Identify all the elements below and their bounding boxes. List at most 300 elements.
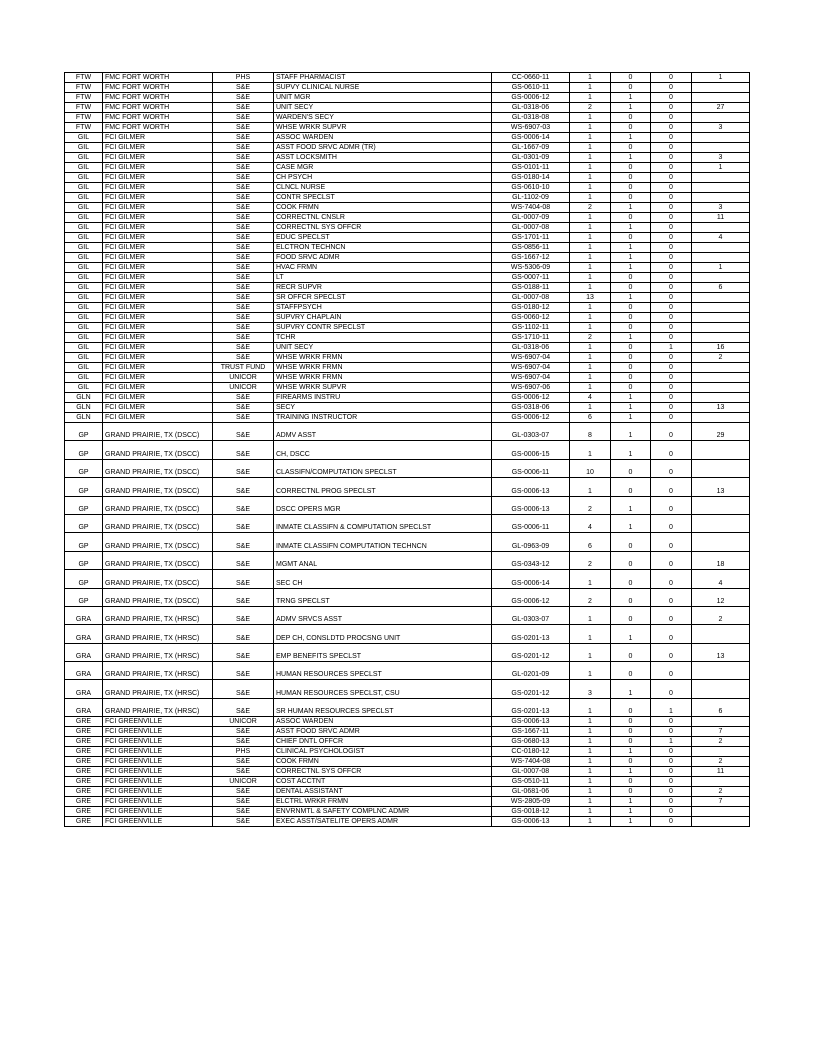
count-c-cell: 0 <box>651 423 692 441</box>
total-cell <box>692 625 750 643</box>
table-row <box>65 93 750 103</box>
location-code-cell: GLN <box>65 393 103 403</box>
grade-cell: GS-0006-11 <box>492 459 570 477</box>
count-b-cell: 1 <box>611 263 651 273</box>
institution-cell: FCI GILMER <box>103 403 213 413</box>
fund-cell: S&E <box>213 413 274 423</box>
count-a-cell: 2 <box>570 496 611 514</box>
institution-cell: FCI GREENVILLE <box>103 717 213 727</box>
position-title-cell: WHSE WRKR SUPVR <box>274 383 492 393</box>
total-cell: 4 <box>692 233 750 243</box>
institution-cell: GRAND PRAIRIE, TX (DSCC) <box>103 459 213 477</box>
fund-cell: S&E <box>213 496 274 514</box>
institution-cell: GRAND PRAIRIE, TX (DSCC) <box>103 423 213 441</box>
fund-cell: S&E <box>213 153 274 163</box>
fund-cell: S&E <box>213 103 274 113</box>
count-c-cell: 0 <box>651 413 692 423</box>
grade-cell: WS-6907-04 <box>492 363 570 373</box>
location-code-cell: GRA <box>65 606 103 624</box>
count-c-cell: 0 <box>651 787 692 797</box>
institution-cell: FCI GREENVILLE <box>103 787 213 797</box>
institution-cell: FCI GREENVILLE <box>103 747 213 757</box>
count-b-cell: 0 <box>611 570 651 588</box>
count-b-cell: 0 <box>611 777 651 787</box>
table-row <box>65 333 750 343</box>
institution-cell: GRAND PRAIRIE, TX (HRSC) <box>103 606 213 624</box>
count-a-cell: 1 <box>570 253 611 263</box>
count-b-cell: 0 <box>611 273 651 283</box>
grade-cell: GS-0610-10 <box>492 183 570 193</box>
grade-cell: GS-0201-13 <box>492 698 570 716</box>
grade-cell: GS-0006-15 <box>492 441 570 459</box>
count-a-cell: 10 <box>570 459 611 477</box>
institution-cell: FCI GILMER <box>103 383 213 393</box>
location-code-cell: GRE <box>65 797 103 807</box>
count-b-cell: 0 <box>611 143 651 153</box>
fund-cell: S&E <box>213 263 274 273</box>
count-c-cell: 0 <box>651 243 692 253</box>
fund-cell: S&E <box>213 123 274 133</box>
count-b-cell: 0 <box>611 643 651 661</box>
total-cell: 7 <box>692 797 750 807</box>
count-c-cell: 0 <box>651 757 692 767</box>
institution-cell: FCI GREENVILLE <box>103 807 213 817</box>
location-code-cell: GRE <box>65 777 103 787</box>
count-b-cell: 0 <box>611 383 651 393</box>
location-code-cell: GP <box>65 551 103 569</box>
table-row <box>65 588 750 606</box>
location-code-cell: FTW <box>65 83 103 93</box>
position-title-cell: RECR SUPVR <box>274 283 492 293</box>
location-code-cell: GRE <box>65 807 103 817</box>
fund-cell: S&E <box>213 343 274 353</box>
count-b-cell: 0 <box>611 727 651 737</box>
count-a-cell: 1 <box>570 163 611 173</box>
institution-cell: FCI GILMER <box>103 283 213 293</box>
table-row <box>65 123 750 133</box>
count-b-cell: 0 <box>611 193 651 203</box>
total-cell <box>692 143 750 153</box>
count-c-cell: 0 <box>651 478 692 496</box>
fund-cell: S&E <box>213 680 274 698</box>
institution-cell: GRAND PRAIRIE, TX (HRSC) <box>103 625 213 643</box>
table-row <box>65 243 750 253</box>
count-b-cell: 1 <box>611 767 651 777</box>
position-title-cell: DENTAL ASSISTANT <box>274 787 492 797</box>
count-c-cell: 0 <box>651 223 692 233</box>
location-code-cell: GIL <box>65 253 103 263</box>
table-row <box>65 83 750 93</box>
grade-cell: WS-7404-08 <box>492 757 570 767</box>
grade-cell: GS-0006-13 <box>492 478 570 496</box>
fund-cell: S&E <box>213 213 274 223</box>
fund-cell: S&E <box>213 459 274 477</box>
count-a-cell: 1 <box>570 273 611 283</box>
position-title-cell: CORRECTNL SYS OFFCR <box>274 223 492 233</box>
institution-cell: FCI GILMER <box>103 333 213 343</box>
location-code-cell: GIL <box>65 163 103 173</box>
grade-cell: GS-0006-11 <box>492 514 570 532</box>
grade-cell: WS-6907-03 <box>492 123 570 133</box>
fund-cell: S&E <box>213 333 274 343</box>
total-cell <box>692 363 750 373</box>
count-a-cell: 1 <box>570 213 611 223</box>
institution-cell: FCI GILMER <box>103 173 213 183</box>
institution-cell: GRAND PRAIRIE, TX (HRSC) <box>103 662 213 680</box>
position-title-cell: CHIEF DNTL OFFCR <box>274 737 492 747</box>
total-cell: 2 <box>692 757 750 767</box>
position-title-cell: WARDEN'S SECY <box>274 113 492 123</box>
grade-cell: GS-0006-13 <box>492 817 570 827</box>
count-b-cell: 1 <box>611 153 651 163</box>
fund-cell: UNICOR <box>213 373 274 383</box>
count-a-cell: 1 <box>570 143 611 153</box>
count-a-cell: 1 <box>570 343 611 353</box>
count-c-cell: 0 <box>651 459 692 477</box>
fund-cell: S&E <box>213 403 274 413</box>
count-a-cell: 1 <box>570 353 611 363</box>
total-cell: 2 <box>692 737 750 747</box>
total-cell <box>692 373 750 383</box>
position-title-cell: ASSOC WARDEN <box>274 717 492 727</box>
location-code-cell: GIL <box>65 223 103 233</box>
total-cell <box>692 441 750 459</box>
table-row <box>65 253 750 263</box>
position-title-cell: WHSE WRKR FRMN <box>274 363 492 373</box>
grade-cell: GS-0060-12 <box>492 313 570 323</box>
position-title-cell: ENVRNMTL & SAFETY COMPLNC ADMR <box>274 807 492 817</box>
location-code-cell: GRE <box>65 737 103 747</box>
fund-cell: S&E <box>213 606 274 624</box>
count-b-cell: 1 <box>611 514 651 532</box>
count-b-cell: 1 <box>611 203 651 213</box>
fund-cell: S&E <box>213 698 274 716</box>
fund-cell: S&E <box>213 273 274 283</box>
count-b-cell: 1 <box>611 103 651 113</box>
total-cell <box>692 133 750 143</box>
institution-cell: FCI GILMER <box>103 183 213 193</box>
grade-cell: GS-0180-12 <box>492 303 570 313</box>
grade-cell: WS-2805-09 <box>492 797 570 807</box>
total-cell <box>692 413 750 423</box>
location-code-cell: GIL <box>65 193 103 203</box>
count-a-cell: 1 <box>570 643 611 661</box>
table-row <box>65 363 750 373</box>
count-b-cell: 1 <box>611 625 651 643</box>
count-a-cell: 1 <box>570 73 611 83</box>
fund-cell: S&E <box>213 193 274 203</box>
institution-cell: FCI GILMER <box>103 373 213 383</box>
location-code-cell: GIL <box>65 323 103 333</box>
fund-cell: S&E <box>213 570 274 588</box>
table-row <box>65 133 750 143</box>
grade-cell: GL-0201-09 <box>492 662 570 680</box>
table-row <box>65 203 750 213</box>
location-code-cell: GP <box>65 423 103 441</box>
count-c-cell: 0 <box>651 441 692 459</box>
fund-cell: S&E <box>213 173 274 183</box>
fund-cell: S&E <box>213 441 274 459</box>
grade-cell: GS-1710-11 <box>492 333 570 343</box>
total-cell <box>692 393 750 403</box>
count-c-cell: 0 <box>651 777 692 787</box>
total-cell <box>692 747 750 757</box>
count-b-cell: 0 <box>611 233 651 243</box>
table-row <box>65 263 750 273</box>
fund-cell: S&E <box>213 233 274 243</box>
institution-cell: GRAND PRAIRIE, TX (DSCC) <box>103 570 213 588</box>
location-code-cell: GIL <box>65 303 103 313</box>
institution-cell: FCI GILMER <box>103 353 213 363</box>
count-c-cell: 0 <box>651 193 692 203</box>
fund-cell: S&E <box>213 163 274 173</box>
fund-cell: S&E <box>213 807 274 817</box>
total-cell: 18 <box>692 551 750 569</box>
table-row <box>65 643 750 661</box>
position-title-cell: SEC CH <box>274 570 492 588</box>
total-cell: 7 <box>692 727 750 737</box>
position-title-cell: ASST FOOD SRVC ADMR <box>274 727 492 737</box>
institution-cell: GRAND PRAIRIE, TX (HRSC) <box>103 698 213 716</box>
count-a-cell: 3 <box>570 680 611 698</box>
count-a-cell: 8 <box>570 423 611 441</box>
fund-cell: S&E <box>213 133 274 143</box>
grade-cell: GS-0006-12 <box>492 413 570 423</box>
grade-cell: GS-1667-12 <box>492 253 570 263</box>
count-c-cell: 0 <box>651 323 692 333</box>
position-title-cell: EMP BENEFITS SPECLST <box>274 643 492 661</box>
position-title-cell: WHSE WRKR SUPVR <box>274 123 492 133</box>
count-a-cell: 1 <box>570 767 611 777</box>
total-cell: 3 <box>692 123 750 133</box>
total-cell <box>692 83 750 93</box>
institution-cell: FCI GREENVILLE <box>103 757 213 767</box>
count-c-cell: 0 <box>651 213 692 223</box>
table-row <box>65 403 750 413</box>
position-title-cell: COOK FRMN <box>274 757 492 767</box>
fund-cell: UNICOR <box>213 717 274 727</box>
count-c-cell: 0 <box>651 767 692 777</box>
table-row <box>65 153 750 163</box>
count-b-cell: 0 <box>611 303 651 313</box>
count-b-cell: 1 <box>611 747 651 757</box>
total-cell: 1 <box>692 263 750 273</box>
grade-cell: WS-7404-08 <box>492 203 570 213</box>
fund-cell: TRUST FUND <box>213 363 274 373</box>
position-title-cell: EDUC SPECLST <box>274 233 492 243</box>
institution-cell: FCI GREENVILLE <box>103 797 213 807</box>
institution-cell: FCI GILMER <box>103 133 213 143</box>
count-b-cell: 0 <box>611 353 651 363</box>
location-code-cell: GIL <box>65 153 103 163</box>
total-cell <box>692 383 750 393</box>
count-b-cell: 1 <box>611 680 651 698</box>
location-code-cell: GLN <box>65 403 103 413</box>
grade-cell: GS-0006-14 <box>492 133 570 143</box>
grade-cell: GS-0856-11 <box>492 243 570 253</box>
location-code-cell: GRE <box>65 727 103 737</box>
institution-cell: FCI GILMER <box>103 273 213 283</box>
total-cell: 13 <box>692 403 750 413</box>
fund-cell: S&E <box>213 93 274 103</box>
count-c-cell: 0 <box>651 797 692 807</box>
count-c-cell: 0 <box>651 588 692 606</box>
location-code-cell: GRE <box>65 767 103 777</box>
fund-cell: S&E <box>213 423 274 441</box>
institution-cell: FCI GILMER <box>103 393 213 403</box>
table-row <box>65 303 750 313</box>
count-a-cell: 1 <box>570 787 611 797</box>
total-cell: 6 <box>692 698 750 716</box>
grade-cell: GL-0318-08 <box>492 113 570 123</box>
total-cell: 1 <box>692 163 750 173</box>
count-c-cell: 0 <box>651 643 692 661</box>
location-code-cell: GIL <box>65 343 103 353</box>
total-cell <box>692 113 750 123</box>
institution-cell: FCI GILMER <box>103 343 213 353</box>
count-c-cell: 0 <box>651 807 692 817</box>
count-a-cell: 1 <box>570 93 611 103</box>
position-title-cell: CORRECTNL SYS OFFCR <box>274 767 492 777</box>
table-row <box>65 797 750 807</box>
table-row <box>65 533 750 551</box>
total-cell <box>692 183 750 193</box>
location-code-cell: GRE <box>65 787 103 797</box>
position-title-cell: INMATE CLASSIFN & COMPUTATION SPECLST <box>274 514 492 532</box>
total-cell <box>692 243 750 253</box>
grade-cell: GS-0006-14 <box>492 570 570 588</box>
grade-cell: GL-0007-08 <box>492 293 570 303</box>
table-row <box>65 478 750 496</box>
count-b-cell: 0 <box>611 363 651 373</box>
fund-cell: S&E <box>213 183 274 193</box>
fund-cell: PHS <box>213 747 274 757</box>
count-c-cell: 0 <box>651 353 692 363</box>
count-b-cell: 0 <box>611 343 651 353</box>
count-b-cell: 1 <box>611 496 651 514</box>
fund-cell: S&E <box>213 353 274 363</box>
count-b-cell: 0 <box>611 478 651 496</box>
total-cell: 2 <box>692 787 750 797</box>
count-c-cell: 0 <box>651 496 692 514</box>
position-title-cell: ADMV SRVCS ASST <box>274 606 492 624</box>
count-a-cell: 4 <box>570 393 611 403</box>
count-c-cell: 0 <box>651 625 692 643</box>
location-code-cell: GLN <box>65 413 103 423</box>
fund-cell: S&E <box>213 551 274 569</box>
location-code-cell: GRA <box>65 680 103 698</box>
grade-cell: GS-0180-14 <box>492 173 570 183</box>
location-code-cell: FTW <box>65 103 103 113</box>
count-b-cell: 0 <box>611 183 651 193</box>
location-code-cell: GP <box>65 533 103 551</box>
institution-cell: FCI GILMER <box>103 253 213 263</box>
grade-cell: GS-0318-06 <box>492 403 570 413</box>
count-b-cell: 0 <box>611 717 651 727</box>
position-title-cell: WHSE WRKR FRMN <box>274 353 492 363</box>
location-code-cell: GP <box>65 478 103 496</box>
count-c-cell: 0 <box>651 313 692 323</box>
location-code-cell: GIL <box>65 353 103 363</box>
institution-cell: FCI GILMER <box>103 193 213 203</box>
institution-cell: FMC FORT WORTH <box>103 123 213 133</box>
table-row <box>65 787 750 797</box>
table-row <box>65 747 750 757</box>
grade-cell: GS-1102-11 <box>492 323 570 333</box>
fund-cell: S&E <box>213 727 274 737</box>
count-b-cell: 0 <box>611 83 651 93</box>
count-c-cell: 0 <box>651 333 692 343</box>
count-c-cell: 0 <box>651 233 692 243</box>
count-c-cell: 0 <box>651 373 692 383</box>
positions-table <box>64 72 750 827</box>
total-cell: 3 <box>692 203 750 213</box>
institution-cell: FCI GREENVILLE <box>103 777 213 787</box>
location-code-cell: GP <box>65 496 103 514</box>
count-c-cell: 0 <box>651 363 692 373</box>
table-row <box>65 817 750 827</box>
table-row <box>65 698 750 716</box>
grade-cell: GL-1667-09 <box>492 143 570 153</box>
grade-cell: GL-0301-09 <box>492 153 570 163</box>
grade-cell: GL-0681-06 <box>492 787 570 797</box>
fund-cell: S&E <box>213 478 274 496</box>
count-a-cell: 1 <box>570 153 611 163</box>
count-b-cell: 1 <box>611 243 651 253</box>
total-cell: 2 <box>692 353 750 363</box>
count-b-cell: 1 <box>611 133 651 143</box>
fund-cell: S&E <box>213 243 274 253</box>
total-cell <box>692 717 750 727</box>
institution-cell: GRAND PRAIRIE, TX (HRSC) <box>103 643 213 661</box>
position-title-cell: TCHR <box>274 333 492 343</box>
institution-cell: FCI GILMER <box>103 153 213 163</box>
table-row <box>65 213 750 223</box>
total-cell: 29 <box>692 423 750 441</box>
location-code-cell: GIL <box>65 133 103 143</box>
count-a-cell: 6 <box>570 533 611 551</box>
position-title-cell: SUPVRY CONTR SPECLST <box>274 323 492 333</box>
count-a-cell: 1 <box>570 807 611 817</box>
count-b-cell: 1 <box>611 403 651 413</box>
table-row <box>65 193 750 203</box>
table-row <box>65 273 750 283</box>
count-a-cell: 1 <box>570 625 611 643</box>
position-title-cell: EXEC ASST/SATELITE OPERS ADMR <box>274 817 492 827</box>
count-a-cell: 1 <box>570 133 611 143</box>
table-row <box>65 737 750 747</box>
count-b-cell: 0 <box>611 737 651 747</box>
position-title-cell: SR HUMAN RESOURCES SPECLST <box>274 698 492 716</box>
count-c-cell: 0 <box>651 303 692 313</box>
position-title-cell: UNIT SECY <box>274 103 492 113</box>
institution-cell: GRAND PRAIRIE, TX (DSCC) <box>103 514 213 532</box>
count-c-cell: 0 <box>651 93 692 103</box>
fund-cell: UNICOR <box>213 383 274 393</box>
location-code-cell: GP <box>65 441 103 459</box>
total-cell <box>692 777 750 787</box>
location-code-cell: GIL <box>65 283 103 293</box>
count-c-cell: 1 <box>651 698 692 716</box>
grade-cell: GS-0343-12 <box>492 551 570 569</box>
total-cell <box>692 807 750 817</box>
fund-cell: S&E <box>213 662 274 680</box>
fund-cell: S&E <box>213 625 274 643</box>
count-a-cell: 2 <box>570 551 611 569</box>
count-c-cell: 0 <box>651 727 692 737</box>
count-a-cell: 1 <box>570 737 611 747</box>
fund-cell: S&E <box>213 393 274 403</box>
